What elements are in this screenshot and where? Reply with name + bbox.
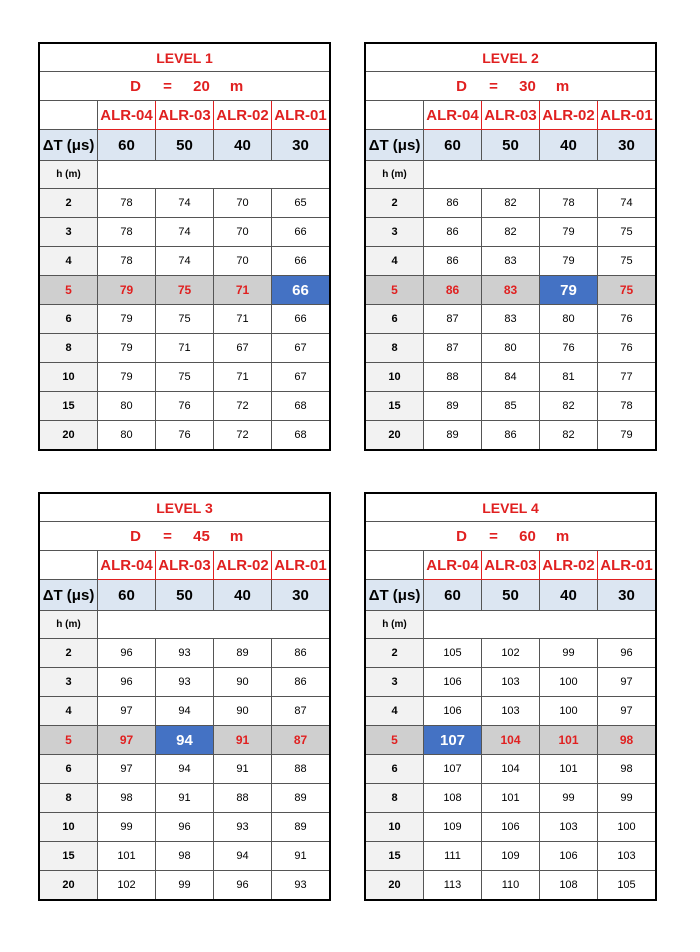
delta-t-value: 50 (482, 130, 540, 161)
data-cell: 91 (214, 755, 272, 784)
data-cell: 80 (482, 334, 540, 363)
data-cell: 87 (272, 697, 331, 726)
data-cell: 99 (156, 871, 214, 901)
data-cell: 82 (482, 189, 540, 218)
data-cell: 97 (598, 697, 657, 726)
height-value: 5 (39, 726, 98, 755)
data-cell: 88 (214, 784, 272, 813)
data-cell: 96 (214, 871, 272, 901)
height-value: 2 (39, 189, 98, 218)
data-cell: 76 (540, 334, 598, 363)
data-cell: 93 (156, 639, 214, 668)
distance-label: D (456, 527, 467, 545)
highlighted-row (39, 726, 330, 755)
data-cell: 71 (214, 363, 272, 392)
alr-header: ALR-04 (424, 101, 482, 130)
distance-label: D (130, 77, 141, 95)
data-cell: 71 (214, 276, 272, 305)
blank-cell (424, 161, 657, 189)
height-value: 8 (365, 334, 424, 363)
data-cell: 91 (272, 842, 331, 871)
data-cell: 85 (482, 392, 540, 421)
height-value: 10 (39, 813, 98, 842)
data-cell: 99 (540, 784, 598, 813)
data-cell: 67 (272, 363, 331, 392)
level-title: LEVEL 4 (365, 493, 656, 522)
data-cell: 74 (156, 189, 214, 218)
level-table-2 (364, 42, 657, 451)
data-cell: 83 (482, 247, 540, 276)
data-cell: 89 (424, 392, 482, 421)
data-cell: 86 (272, 639, 331, 668)
data-cell: 111 (424, 842, 482, 871)
data-cell: 96 (98, 639, 156, 668)
delta-t-value: 50 (156, 580, 214, 611)
alr-header: ALR-04 (424, 551, 482, 580)
height-label: h (m) (365, 611, 424, 639)
data-cell: 89 (272, 813, 331, 842)
selected-cell: 94 (156, 726, 214, 755)
height-value: 15 (39, 842, 98, 871)
data-cell: 101 (98, 842, 156, 871)
height-value: 4 (365, 697, 424, 726)
height-value: 2 (365, 639, 424, 668)
data-cell: 89 (424, 421, 482, 451)
data-cell: 88 (272, 755, 331, 784)
data-cell: 97 (98, 755, 156, 784)
distance-unit: m (229, 527, 244, 545)
data-cell: 108 (540, 871, 598, 901)
distance-value: 30 (519, 77, 536, 95)
distance-value: 20 (193, 77, 210, 95)
data-cell: 75 (598, 218, 657, 247)
data-cell: 106 (424, 697, 482, 726)
data-cell: 113 (424, 871, 482, 901)
distance-label: D (456, 77, 467, 95)
data-cell: 83 (482, 276, 540, 305)
data-cell: 74 (598, 189, 657, 218)
blank-cell (98, 611, 331, 639)
data-cell: 98 (598, 755, 657, 784)
delta-t-value: 60 (424, 130, 482, 161)
data-cell: 97 (98, 697, 156, 726)
data-cell: 80 (98, 392, 156, 421)
delta-t-value: 30 (272, 130, 331, 161)
height-value: 15 (39, 392, 98, 421)
data-cell: 96 (156, 813, 214, 842)
selected-cell: 79 (540, 276, 598, 305)
data-cell: 67 (214, 334, 272, 363)
height-value: 3 (39, 218, 98, 247)
data-cell: 79 (598, 421, 657, 451)
height-value: 6 (39, 305, 98, 334)
distance-value: 60 (519, 527, 536, 545)
alr-header: ALR-04 (98, 551, 156, 580)
height-value: 15 (365, 392, 424, 421)
height-value: 8 (39, 334, 98, 363)
data-cell: 98 (598, 726, 657, 755)
delta-t-value: 50 (156, 130, 214, 161)
delta-t-value: 40 (214, 130, 272, 161)
data-cell: 68 (272, 392, 331, 421)
delta-t-label: ΔT (μs) (39, 580, 98, 611)
delta-t-value: 50 (482, 580, 540, 611)
data-cell: 93 (156, 668, 214, 697)
blank-cell (98, 161, 331, 189)
data-cell: 91 (156, 784, 214, 813)
alr-header: ALR-03 (482, 551, 540, 580)
data-cell: 106 (424, 668, 482, 697)
height-value: 6 (365, 305, 424, 334)
data-cell: 71 (214, 305, 272, 334)
data-cell: 93 (214, 813, 272, 842)
distance-equals: = (163, 527, 172, 545)
data-cell: 76 (598, 305, 657, 334)
height-value: 6 (365, 755, 424, 784)
alr-header: ALR-02 (214, 101, 272, 130)
data-cell: 75 (598, 276, 657, 305)
data-cell: 70 (214, 247, 272, 276)
data-cell: 71 (156, 334, 214, 363)
data-cell: 105 (598, 871, 657, 901)
data-cell: 99 (598, 784, 657, 813)
data-cell: 102 (98, 871, 156, 901)
distance-row (365, 522, 656, 551)
distance-row (365, 72, 656, 101)
data-cell: 90 (214, 697, 272, 726)
alr-header: ALR-02 (540, 101, 598, 130)
alr-header: ALR-01 (272, 101, 331, 130)
height-value: 5 (365, 726, 424, 755)
delta-t-value: 30 (272, 580, 331, 611)
data-cell: 89 (272, 784, 331, 813)
data-cell: 88 (424, 363, 482, 392)
data-cell: 84 (482, 363, 540, 392)
data-cell: 65 (272, 189, 331, 218)
data-cell: 96 (98, 668, 156, 697)
data-cell: 78 (98, 247, 156, 276)
delta-t-value: 40 (540, 580, 598, 611)
data-cell: 82 (482, 218, 540, 247)
data-cell: 75 (156, 363, 214, 392)
alr-header: ALR-01 (598, 101, 657, 130)
data-cell: 79 (98, 363, 156, 392)
data-cell: 102 (482, 639, 540, 668)
data-cell: 82 (540, 392, 598, 421)
data-cell: 109 (424, 813, 482, 842)
height-value: 10 (365, 363, 424, 392)
data-cell: 100 (540, 697, 598, 726)
selected-cell: 107 (424, 726, 482, 755)
highlighted-row (365, 726, 656, 755)
data-cell: 110 (482, 871, 540, 901)
distance-unit: m (555, 77, 570, 95)
data-cell: 104 (482, 726, 540, 755)
data-cell: 101 (540, 726, 598, 755)
alr-header: ALR-01 (272, 551, 331, 580)
data-cell: 66 (272, 305, 331, 334)
level-table-4 (364, 492, 657, 901)
data-cell: 100 (540, 668, 598, 697)
data-cell: 79 (540, 218, 598, 247)
data-cell: 87 (424, 334, 482, 363)
height-value: 20 (39, 421, 98, 451)
height-value: 8 (365, 784, 424, 813)
data-cell: 76 (156, 421, 214, 451)
data-cell: 101 (540, 755, 598, 784)
data-cell: 89 (214, 639, 272, 668)
delta-t-value: 30 (598, 580, 657, 611)
alr-header: ALR-03 (156, 551, 214, 580)
data-cell: 78 (598, 392, 657, 421)
distance-equals: = (489, 527, 498, 545)
distance-row (39, 72, 330, 101)
data-cell: 68 (272, 421, 331, 451)
height-value: 10 (39, 363, 98, 392)
delta-t-value: 40 (214, 580, 272, 611)
delta-t-label: ΔT (μs) (39, 130, 98, 161)
corner-cell (365, 101, 424, 130)
data-cell: 99 (540, 639, 598, 668)
data-cell: 67 (272, 334, 331, 363)
data-cell: 80 (540, 305, 598, 334)
highlighted-row (365, 276, 656, 305)
data-cell: 66 (272, 218, 331, 247)
data-cell: 91 (214, 726, 272, 755)
data-cell: 79 (98, 276, 156, 305)
data-cell: 103 (482, 668, 540, 697)
height-value: 2 (365, 189, 424, 218)
data-cell: 79 (540, 247, 598, 276)
data-cell: 70 (214, 189, 272, 218)
data-cell: 75 (156, 276, 214, 305)
data-cell: 70 (214, 218, 272, 247)
height-value: 8 (39, 784, 98, 813)
delta-t-value: 30 (598, 130, 657, 161)
height-value: 15 (365, 842, 424, 871)
data-cell: 80 (98, 421, 156, 451)
data-cell: 105 (424, 639, 482, 668)
data-cell: 94 (156, 755, 214, 784)
distance-unit: m (555, 527, 570, 545)
height-value: 4 (39, 697, 98, 726)
level-table-1 (38, 42, 331, 451)
data-cell: 86 (424, 276, 482, 305)
distance-row (39, 522, 330, 551)
data-cell: 79 (98, 334, 156, 363)
data-cell: 97 (98, 726, 156, 755)
height-value: 4 (365, 247, 424, 276)
height-value: 3 (365, 218, 424, 247)
data-cell: 86 (482, 421, 540, 451)
delta-t-value: 60 (98, 580, 156, 611)
height-value: 5 (39, 276, 98, 305)
level-table-3 (38, 492, 331, 901)
data-cell: 96 (598, 639, 657, 668)
data-cell: 104 (482, 755, 540, 784)
corner-cell (39, 551, 98, 580)
level-title: LEVEL 3 (39, 493, 330, 522)
data-cell: 74 (156, 218, 214, 247)
delta-t-label: ΔT (μs) (365, 580, 424, 611)
distance-label: D (130, 527, 141, 545)
data-cell: 78 (540, 189, 598, 218)
height-value: 20 (365, 421, 424, 451)
alr-header: ALR-03 (482, 101, 540, 130)
data-cell: 93 (272, 871, 331, 901)
data-cell: 100 (598, 813, 657, 842)
data-cell: 99 (98, 813, 156, 842)
alr-header: ALR-02 (214, 551, 272, 580)
data-cell: 66 (272, 247, 331, 276)
data-cell: 108 (424, 784, 482, 813)
height-value: 3 (365, 668, 424, 697)
data-cell: 90 (214, 668, 272, 697)
alr-header: ALR-03 (156, 101, 214, 130)
delta-t-value: 60 (424, 580, 482, 611)
data-cell: 103 (598, 842, 657, 871)
height-value: 3 (39, 668, 98, 697)
height-value: 2 (39, 639, 98, 668)
level-title: LEVEL 2 (365, 43, 656, 72)
data-cell: 74 (156, 247, 214, 276)
data-cell: 107 (424, 755, 482, 784)
height-value: 10 (365, 813, 424, 842)
level-title: LEVEL 1 (39, 43, 330, 72)
data-cell: 106 (540, 842, 598, 871)
alr-header: ALR-02 (540, 551, 598, 580)
data-cell: 72 (214, 421, 272, 451)
data-cell: 77 (598, 363, 657, 392)
data-cell: 76 (598, 334, 657, 363)
alr-header: ALR-01 (598, 551, 657, 580)
data-cell: 75 (598, 247, 657, 276)
corner-cell (365, 551, 424, 580)
data-cell: 106 (482, 813, 540, 842)
highlighted-row (39, 276, 330, 305)
distance-equals: = (163, 77, 172, 95)
delta-t-label: ΔT (μs) (365, 130, 424, 161)
data-cell: 79 (98, 305, 156, 334)
data-cell: 72 (214, 392, 272, 421)
height-value: 4 (39, 247, 98, 276)
data-cell: 86 (424, 189, 482, 218)
data-cell: 94 (156, 697, 214, 726)
data-cell: 98 (98, 784, 156, 813)
height-label: h (m) (39, 161, 98, 189)
data-cell: 109 (482, 842, 540, 871)
delta-t-value: 60 (98, 130, 156, 161)
height-label: h (m) (365, 161, 424, 189)
corner-cell (39, 101, 98, 130)
data-cell: 87 (424, 305, 482, 334)
distance-unit: m (229, 77, 244, 95)
height-value: 20 (39, 871, 98, 901)
distance-value: 45 (193, 527, 210, 545)
data-cell: 103 (482, 697, 540, 726)
alr-header: ALR-04 (98, 101, 156, 130)
delta-t-value: 40 (540, 130, 598, 161)
data-cell: 86 (424, 218, 482, 247)
data-cell: 86 (424, 247, 482, 276)
data-cell: 81 (540, 363, 598, 392)
data-cell: 83 (482, 305, 540, 334)
data-cell: 98 (156, 842, 214, 871)
data-cell: 75 (156, 305, 214, 334)
data-cell: 94 (214, 842, 272, 871)
distance-equals: = (489, 77, 498, 95)
height-value: 6 (39, 755, 98, 784)
data-cell: 76 (156, 392, 214, 421)
data-cell: 82 (540, 421, 598, 451)
data-cell: 78 (98, 218, 156, 247)
data-cell: 78 (98, 189, 156, 218)
height-value: 20 (365, 871, 424, 901)
height-value: 5 (365, 276, 424, 305)
blank-cell (424, 611, 657, 639)
data-cell: 97 (598, 668, 657, 697)
height-label: h (m) (39, 611, 98, 639)
data-cell: 87 (272, 726, 331, 755)
data-cell: 101 (482, 784, 540, 813)
data-cell: 103 (540, 813, 598, 842)
selected-cell: 66 (272, 276, 331, 305)
data-cell: 86 (272, 668, 331, 697)
